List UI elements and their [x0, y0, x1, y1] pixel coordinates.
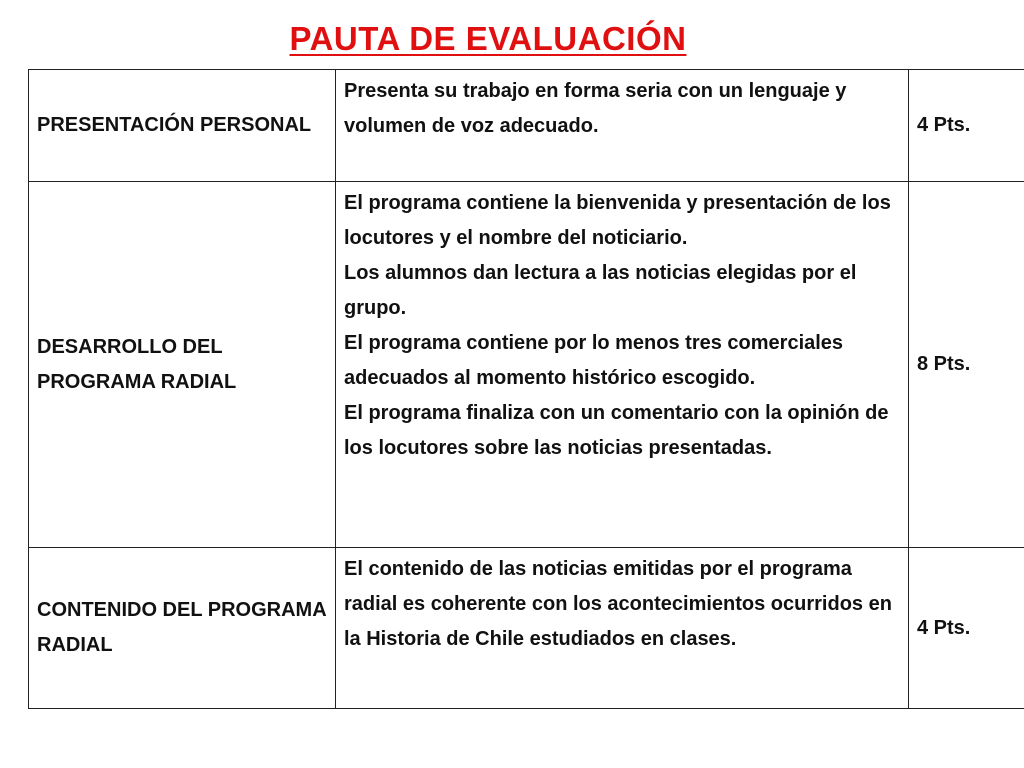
- description-line: Los alumnos dan lectura a las noticias elegidas por el grupo.: [344, 262, 857, 319]
- description-line: El contenido de las noticias emitidas por el programa radial es coherente con los acontecimientos ocurridos en la Historia de Chile estudiados en clases.: [344, 558, 892, 650]
- evaluation-table: [28, 69, 1024, 709]
- points-cell: 8 Pts.: [909, 182, 1024, 548]
- evaluation-table-body: [29, 70, 1024, 709]
- description-cell: [336, 70, 909, 182]
- points-cell: 4 Pts.: [909, 548, 1024, 709]
- description-line: El programa finaliza con un comentario con la opinión de los locutores sobre las noticias presentadas.: [344, 402, 889, 459]
- description-cell: [336, 548, 909, 709]
- table-row: [29, 548, 1024, 709]
- description-line: El programa contiene por lo menos tres comerciales adecuados al momento histórico escogido.: [344, 332, 844, 389]
- description-line: Presenta su trabajo en forma seria con un lenguaje y volumen de voz adecuado.: [344, 80, 847, 137]
- table-row: [29, 182, 1024, 548]
- criterion-cell: CONTENIDO DEL PROGRAMA RADIAL: [29, 548, 336, 709]
- criterion-cell: PRESENTACIÓN PERSONAL: [29, 70, 336, 182]
- description-cell: [336, 182, 909, 548]
- points-cell: 4 Pts.: [909, 70, 1024, 182]
- page-title: PAUTA DE EVALUACIÓN: [289, 20, 687, 57]
- description-line: El programa contiene la bienvenida y presentación de los locutores y el nombre del noticiario.: [344, 192, 891, 249]
- table-row: [29, 70, 1024, 182]
- criterion-cell: DESARROLLO DEL PROGRAMA RADIAL: [29, 182, 336, 548]
